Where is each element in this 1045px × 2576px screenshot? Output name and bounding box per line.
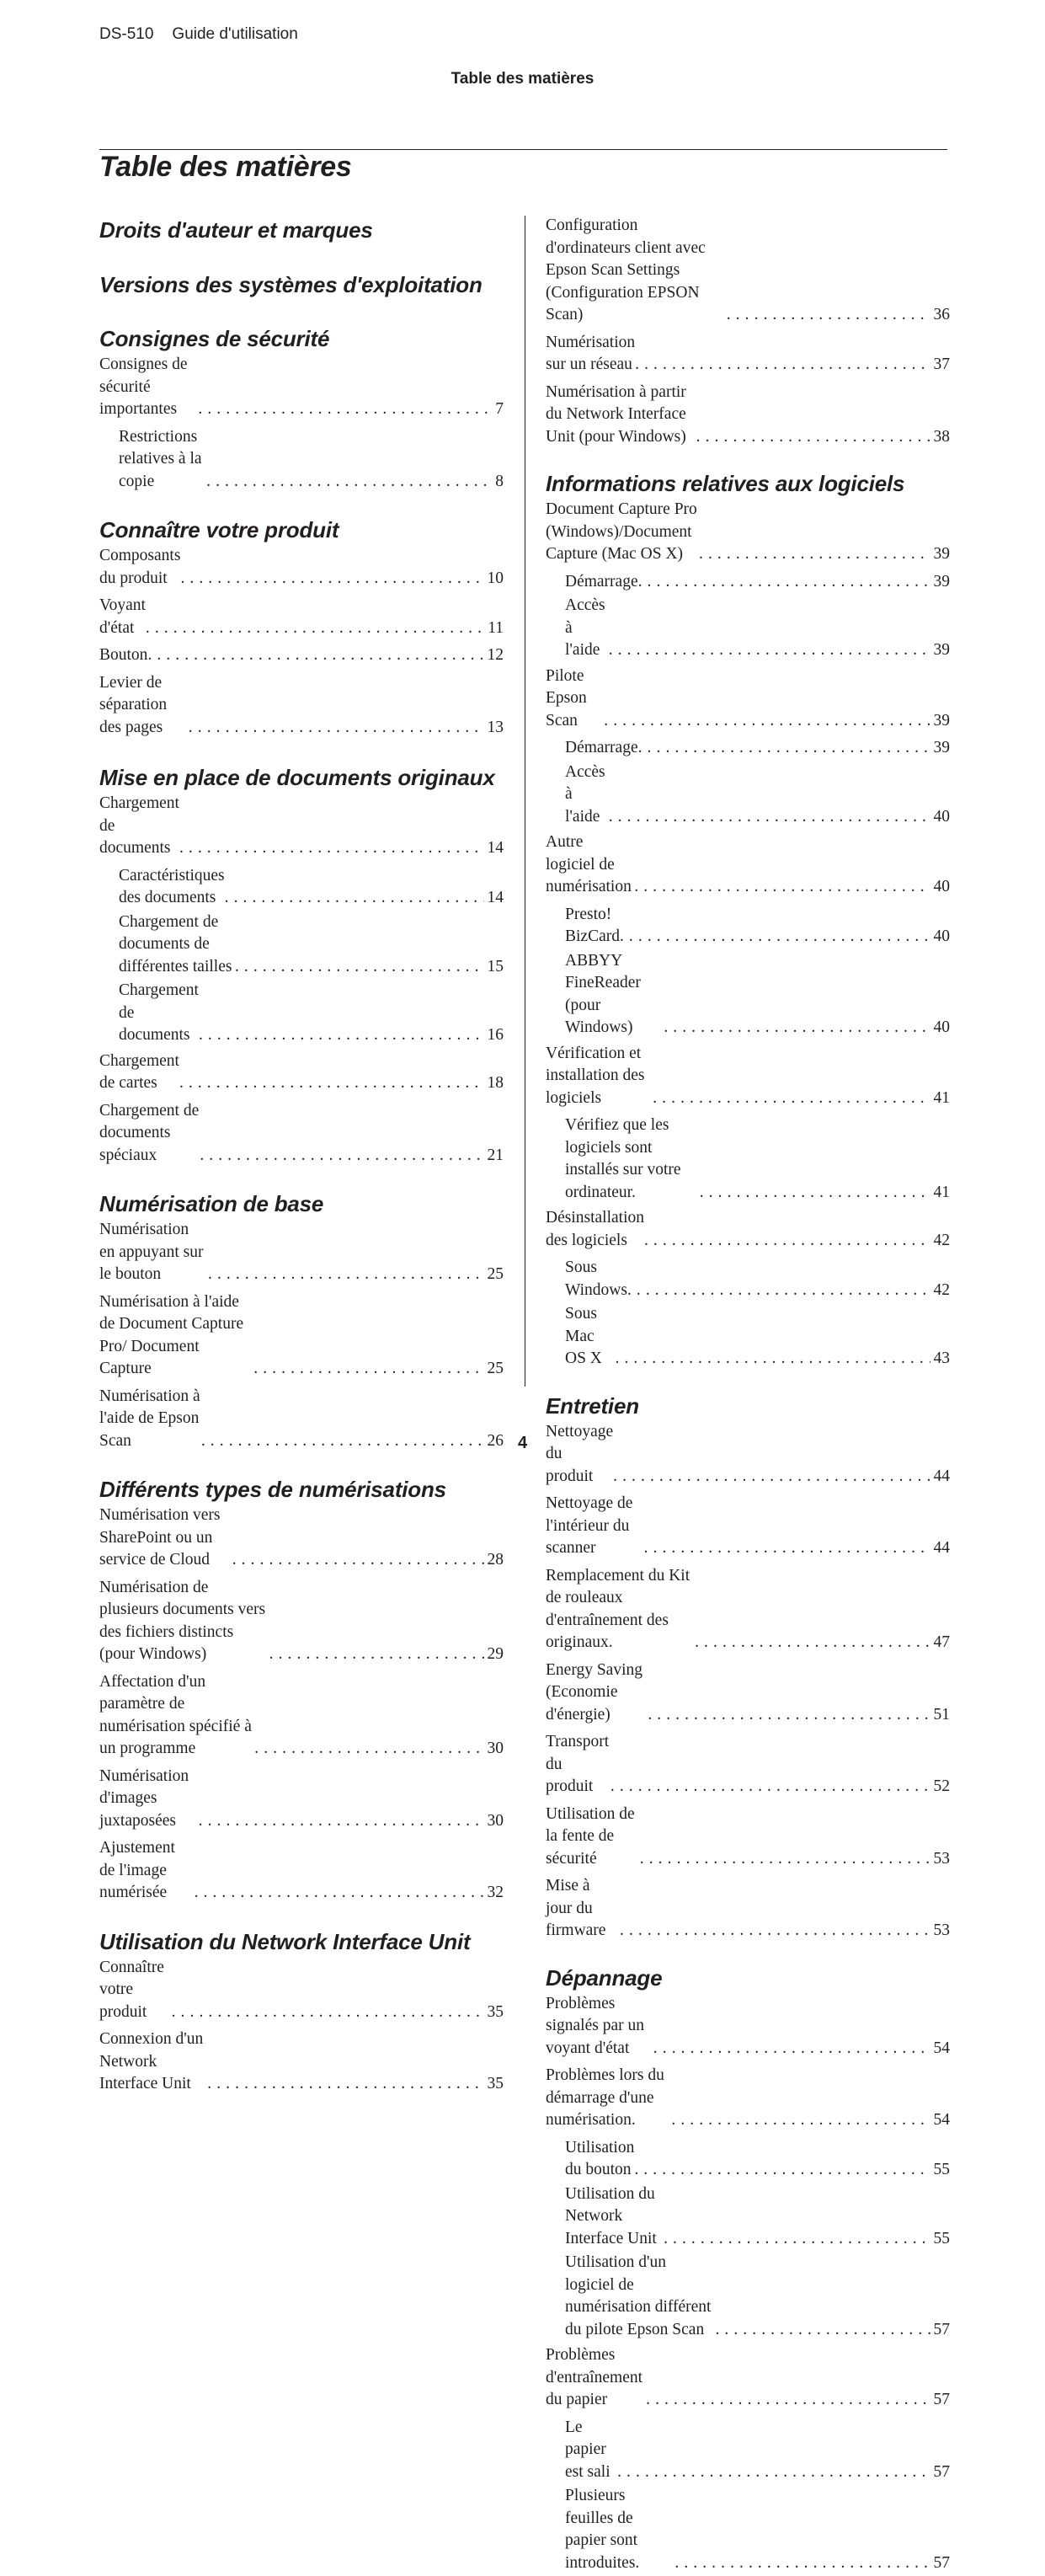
toc-section bbox=[546, 1963, 950, 2575]
toc-section bbox=[546, 468, 950, 1371]
toc-section bbox=[99, 762, 504, 1167]
page-title: Table des matières bbox=[99, 151, 352, 183]
section-heading[interactable]: Numérisation de base bbox=[99, 1191, 324, 1216]
section-heading[interactable]: Entretien bbox=[546, 1392, 639, 1419]
toc-entry[interactable]: Caractéristiques des documents . . . 14 bbox=[99, 865, 504, 910]
toc-entry[interactable]: Energy Saving (Economie d'énergie) . . . 51 bbox=[546, 1659, 950, 1727]
toc-entry[interactable]: Chargement de documents . . . 14 bbox=[99, 793, 504, 860]
toc-section bbox=[99, 1474, 504, 1905]
toc-entry[interactable]: Accès à l'aide . . . 39 bbox=[546, 595, 950, 662]
section-heading[interactable]: Utilisation du Network Interface Unit bbox=[99, 1928, 471, 1954]
running-header bbox=[99, 25, 298, 44]
page-number: 4 bbox=[517, 1434, 528, 1452]
toc-entry[interactable]: Ajustement de l'image numérisée . . . 32 bbox=[99, 1837, 504, 1905]
section-heading[interactable]: Droits d'auteur et marques bbox=[99, 217, 373, 243]
toc-entry[interactable]: Numérisation vers SharePoint ou un service de Cloud . . . 28 bbox=[99, 1504, 504, 1572]
section-heading[interactable]: Connaître votre produit bbox=[99, 517, 339, 542]
toc-entry[interactable]: Problèmes signalés par un voyant d'état . . . 54 bbox=[546, 1993, 950, 2060]
toc-entry[interactable]: Document Capture Pro (Windows)/Document Capture (Mac OS X) . . . 39 bbox=[546, 499, 950, 566]
toc-entry[interactable]: Numérisation à l'aide de Epson Scan . . . 26 bbox=[99, 1386, 504, 1453]
toc-entry[interactable]: Configuration d'ordinateurs client avec Epson Scan Settings (Configuration EPSON Scan) . . . 36 bbox=[546, 215, 950, 327]
toc-entry[interactable]: Sous Mac OS X . . . 43 bbox=[546, 1303, 950, 1371]
guide-name: Guide d'utilisation bbox=[172, 25, 298, 43]
toc-entry[interactable]: Sous Windows . . . 42 bbox=[546, 1257, 950, 1301]
toc-entry[interactable]: Numérisation en appuyant sur le bouton . . . 25 bbox=[99, 1219, 504, 1286]
toc-entry[interactable]: Numérisation de plusieurs documents vers des fichiers distincts (pour Windows) . . . 29 bbox=[99, 1577, 504, 1666]
section-heading[interactable]: Dépannage bbox=[546, 1964, 663, 1991]
toc-entry[interactable]: Connaître votre produit . . . 35 bbox=[99, 1957, 504, 2024]
toc-section bbox=[99, 1927, 504, 2096]
toc-entry[interactable]: Problèmes d'entraînement du papier . . . 57 bbox=[546, 2344, 950, 2412]
section-heading[interactable]: Informations relatives aux logiciels bbox=[546, 471, 905, 496]
toc-entry[interactable]: Voyant d'état . . . 11 bbox=[99, 595, 504, 639]
toc-entry[interactable]: Chargement de documents spéciaux . . . 21 bbox=[99, 1100, 504, 1168]
toc-entry[interactable]: Autre logiciel de numérisation . . . 40 bbox=[546, 831, 950, 899]
toc-section bbox=[99, 515, 504, 739]
toc-entry[interactable]: Presto! BizCard . . . 40 bbox=[546, 904, 950, 949]
toc-entry[interactable]: Remplacement du Kit de rouleaux d'entraînement des originaux. . . . 47 bbox=[546, 1565, 950, 1654]
title-rule bbox=[99, 149, 947, 150]
model-name: DS-510 bbox=[99, 25, 154, 43]
toc-entry[interactable]: Numérisation à l'aide de Document Capture Pro/ Document Capture . . . 25 bbox=[99, 1291, 504, 1381]
toc-entry[interactable]: Utilisation d'un logiciel de numérisation différent du pilote Epson Scan . . . 57 bbox=[546, 2252, 950, 2341]
toc-left-column bbox=[99, 215, 504, 2101]
toc-entry[interactable]: Utilisation de la fente de sécurité . . . 53 bbox=[546, 1804, 950, 1871]
toc-entry[interactable]: Consignes de sécurité importantes . . . 7 bbox=[99, 354, 504, 421]
toc-entry[interactable]: Levier de séparation des pages . . . 13 bbox=[99, 672, 504, 740]
toc-section bbox=[546, 1391, 950, 1943]
toc-section bbox=[99, 215, 504, 245]
toc-entry[interactable]: Vérification et installation des logiciels . . . 41 bbox=[546, 1043, 950, 1110]
toc-section bbox=[99, 270, 504, 300]
toc-entry[interactable]: Vérifiez que les logiciels sont installés sur votre ordinateur. . . . 41 bbox=[546, 1114, 950, 1204]
section-heading[interactable]: Différents types de numérisations bbox=[99, 1477, 446, 1502]
toc-entry[interactable]: Pilote Epson Scan . . . 39 bbox=[546, 665, 950, 733]
toc-entry[interactable]: Numérisation sur un réseau . . . 37 bbox=[546, 332, 950, 377]
toc-entry[interactable]: Plusieurs feuilles de papier sont introduites. . . . 57 bbox=[546, 2485, 950, 2574]
section-heading[interactable]: Mise en place de documents originaux bbox=[99, 765, 495, 790]
toc-entry[interactable]: Nettoyage de l'intérieur du scanner . . . 44 bbox=[546, 1493, 950, 1560]
toc-entry[interactable]: Bouton . . . 12 bbox=[99, 644, 504, 667]
toc-right-column bbox=[546, 215, 950, 2576]
section-heading[interactable]: Versions des systèmes d'exploitation bbox=[99, 272, 483, 297]
toc-entry[interactable]: Utilisation du bouton . . . 55 bbox=[546, 2137, 950, 2182]
toc-section bbox=[99, 323, 504, 493]
toc-entry[interactable]: Affectation d'un paramètre de numérisation spécifié à un programme . . . 30 bbox=[99, 1671, 504, 1761]
toc-entry[interactable]: Démarrage . . . 39 bbox=[546, 571, 950, 594]
toc-entry[interactable]: Numérisation à partir du Network Interface Unit (pour Windows) . . . 38 bbox=[546, 382, 950, 449]
toc-entry[interactable]: Connexion d'un Network Interface Unit . . . 35 bbox=[99, 2028, 504, 2096]
toc-entry[interactable]: Numérisation d'images juxtaposées . . . 30 bbox=[99, 1766, 504, 1833]
toc-entry[interactable]: Mise à jour du firmware . . . 53 bbox=[546, 1875, 950, 1943]
toc-entry[interactable]: Chargement de cartes . . . 18 bbox=[99, 1050, 504, 1095]
toc-entry[interactable]: Accès à l'aide . . . 40 bbox=[546, 762, 950, 829]
toc-entry[interactable]: Désinstallation des logiciels . . . 42 bbox=[546, 1207, 950, 1252]
toc-entry[interactable]: Utilisation du Network Interface Unit . . . 55 bbox=[546, 2183, 950, 2251]
toc-entry[interactable]: Nettoyage du produit . . . 44 bbox=[546, 1421, 950, 1488]
toc-section bbox=[99, 1189, 504, 1452]
toc-entry[interactable]: Problèmes lors du démarrage d'une numérisation. . . . 54 bbox=[546, 2065, 950, 2132]
toc-section bbox=[546, 215, 950, 448]
toc-entry[interactable]: ABBYY FineReader (pour Windows) . . . 40 bbox=[546, 950, 950, 1039]
toc-entry[interactable]: Démarrage . . . 39 bbox=[546, 737, 950, 760]
toc-entry[interactable]: Transport du produit . . . 52 bbox=[546, 1731, 950, 1798]
toc-entry[interactable]: Restrictions relatives à la copie . . . 8 bbox=[99, 426, 504, 494]
toc-entry[interactable]: Chargement de documents . . . 16 bbox=[99, 980, 504, 1047]
running-title: Table des matières bbox=[451, 70, 594, 88]
toc-entry[interactable]: Composants du produit . . . 10 bbox=[99, 545, 504, 590]
toc-entry[interactable]: Chargement de documents de différentes tailles . . . 15 bbox=[99, 911, 504, 979]
toc-entry[interactable]: Le papier est sali . . . 57 bbox=[546, 2417, 950, 2484]
section-heading[interactable]: Consignes de sécurité bbox=[99, 326, 330, 351]
